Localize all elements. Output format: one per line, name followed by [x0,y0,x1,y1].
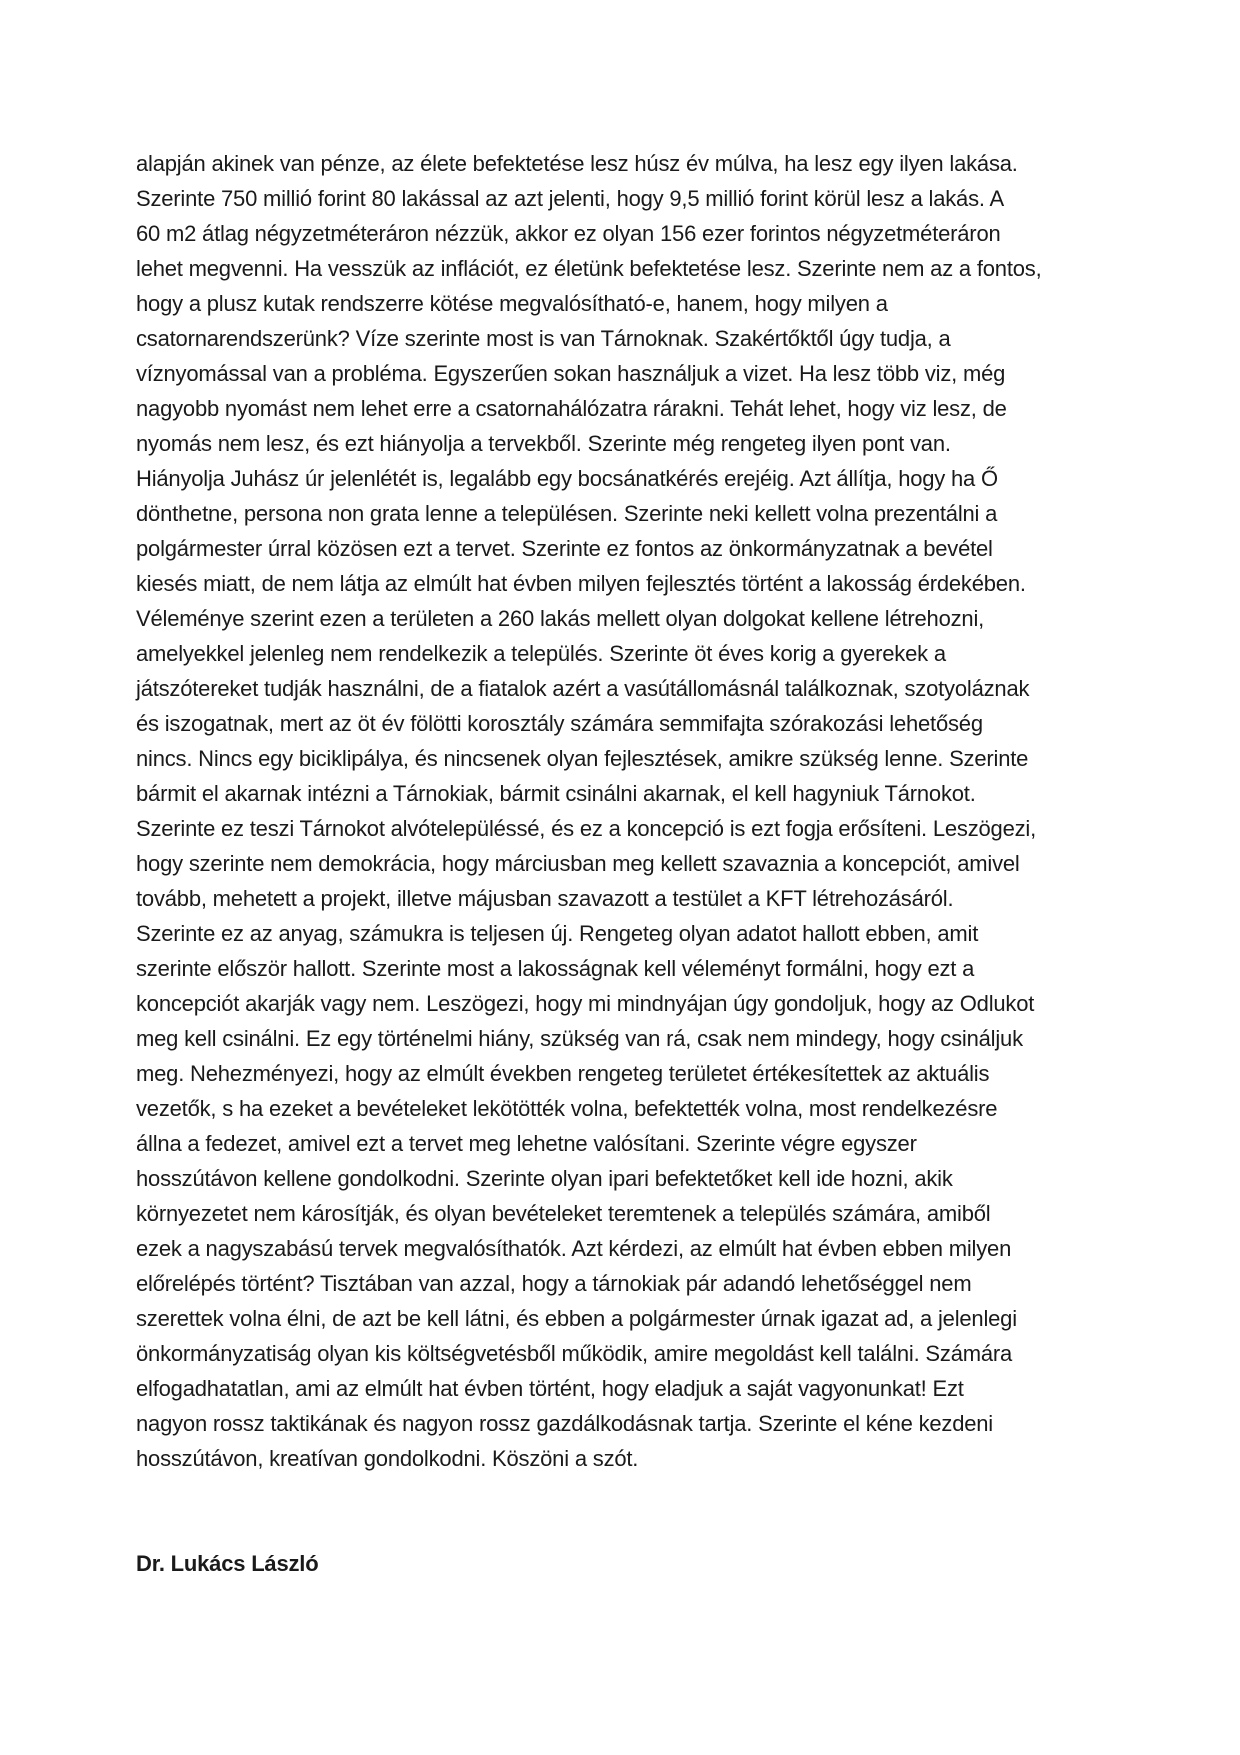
text-line: elfogadhatatlan, ami az elmúlt hat évben történt, hogy eladjuk a saját vagyonunkat! Ezt [136,1376,964,1401]
text-line: tovább, mehetett a projekt, illetve májusban szavazott a testület a KFT létrehozásáról. [136,886,954,911]
text-line: amelyekkel jelenleg nem rendelkezik a település. Szerinte öt éves korig a gyerekek a [136,641,946,666]
text-line: hogy a plusz kutak rendszerre kötése megvalósítható-e, hanem, hogy milyen a [136,291,888,316]
text-line: dönthetne, persona non grata lenne a településen. Szerinte neki kellett volna prezentálni a [136,501,998,526]
text-line: Szerinte ez az anyag, számukra is teljesen új. Rengeteg olyan adatot hallott ebben, amit [136,921,979,946]
text-line: víznyomással van a probléma. Egyszerűen sokan használjuk a vizet. Ha lesz több viz, még [136,361,1006,386]
text-line: meg kell csinálni. Ez egy történelmi hiány, szükség van rá, csak nem mindegy, hogy csináljuk [136,1026,1023,1051]
text-line: hosszútávon kellene gondolkodni. Szerinte olyan ipari befektetőket kell ide hozni, akik [136,1166,953,1191]
text-line: előrelépés történt? Tisztában van azzal, hogy a tárnokiak pár adandó lehetőséggel nem [136,1271,972,1296]
text-line: és iszogatnak, mert az öt év fölötti korosztály számára semmifajta szórakozási lehetőség [136,711,983,736]
text-line: Szerinte ez teszi Tárnokot alvótelepüléssé, és ez a koncepció is ezt fogja erősíteni. Leszögezi, [136,816,1037,841]
text-line: kiesés miatt, de nem látja az elmúlt hat évben milyen fejlesztés történt a lakosság érdekében. [136,571,1026,596]
text-line: hogy szerinte nem demokrácia, hogy márciusban meg kellett szavaznia a koncepciót, amivel [136,851,1020,876]
text-line: hosszútávon, kreatívan gondolkodni. Köszöni a szót. [136,1446,639,1471]
text-line: lehet megvenni. Ha vesszük az inflációt, ez életünk befektetése lesz. Szerinte nem az a fontos, [136,256,1042,281]
text-line: nyomás nem lesz, és ezt hiányolja a tervekből. Szerinte még rengeteg ilyen pont van. [136,431,951,456]
text-line: koncepciót akarják vagy nem. Leszögezi, hogy mi mindnyájan úgy gondoljuk, hogy az Odlukot [136,991,1035,1016]
text-line: szerinte először hallott. Szerinte most a lakosságnak kell véleményt formálni, hogy ezt a [136,956,975,981]
text-line: nincs. Nincs egy biciklipálya, és nincsenek olyan fejlesztések, amikre szükség lenne. Szerinte [136,746,1029,771]
paragraph [136,146,1126,1476]
text-line: Hiányolja Juhász úr jelenlétét is, legalább egy bocsánatkérés erejéig. Azt állítja, hogy ha Ő [136,466,998,491]
text-line: bármit el akarnak intézni a Tárnokiak, bármit csinálni akarnak, el kell hagyniuk Tárnokot. [136,781,976,806]
text-line: nagyobb nyomást nem lehet erre a csatornahálózatra rárakni. Tehát lehet, hogy viz lesz, de [136,396,1007,421]
text-line: csatornarendszerünk? Víze szerinte most is van Tárnoknak. Szakértőktől úgy tudja, a [136,326,951,351]
text-line: vezetők, s ha ezeket a bevételeket lekötötték volna, befektették volna, most rendelkezésre [136,1096,998,1121]
signature-name: Dr. Lukács László [136,1551,319,1576]
text-line: környezetet nem károsítják, és olyan bevételeket teremtenek a település számára, amiből [136,1201,991,1226]
text-line: alapján akinek van pénze, az élete befektetése lesz húsz év múlva, ha lesz egy ilyen lakása. [136,151,1018,176]
text-line: szerettek volna élni, de azt be kell látni, és ebben a polgármester úrnak igazat ad, a jelenlegi [136,1306,1017,1331]
text-line: játszótereket tudják használni, de a fiatalok azért a vasútállomásnál találkoznak, szotyoláznak [136,676,1030,701]
text-line: Véleménye szerint ezen a területen a 260 lakás mellett olyan dolgokat kellene létrehozni, [136,606,985,631]
text-line: 60 m2 átlag négyzetméteráron nézzük, akkor ez olyan 156 ezer forintos négyzetméteráron [136,221,1001,246]
text-line: ezek a nagyszabású tervek megvalósíthatók. Azt kérdezi, az elmúlt hat évben ebben milyen [136,1236,1012,1261]
text-line: meg. Nehezményezi, hogy az elmúlt években rengeteg területet értékesítettek az aktuális [136,1061,990,1086]
text-line: nagyon rossz taktikának és nagyon rossz gazdálkodásnak tartja. Szerinte el kéne kezdeni [136,1411,993,1436]
text-line: állna a fedezet, amivel ezt a tervet meg lehetne valósítani. Szerinte végre egyszer [136,1131,917,1156]
text-line: polgármester úrral közösen ezt a tervet. Szerinte ez fontos az önkormányzatnak a bevétel [136,536,993,561]
text-line: önkormányzatiság olyan kis költségvetésből működik, amire megoldást kell találni. Számára [136,1341,1013,1366]
text-line: Szerinte 750 millió forint 80 lakással az azt jelenti, hogy 9,5 millió forint körül lesz a lakás. A [136,186,1004,211]
